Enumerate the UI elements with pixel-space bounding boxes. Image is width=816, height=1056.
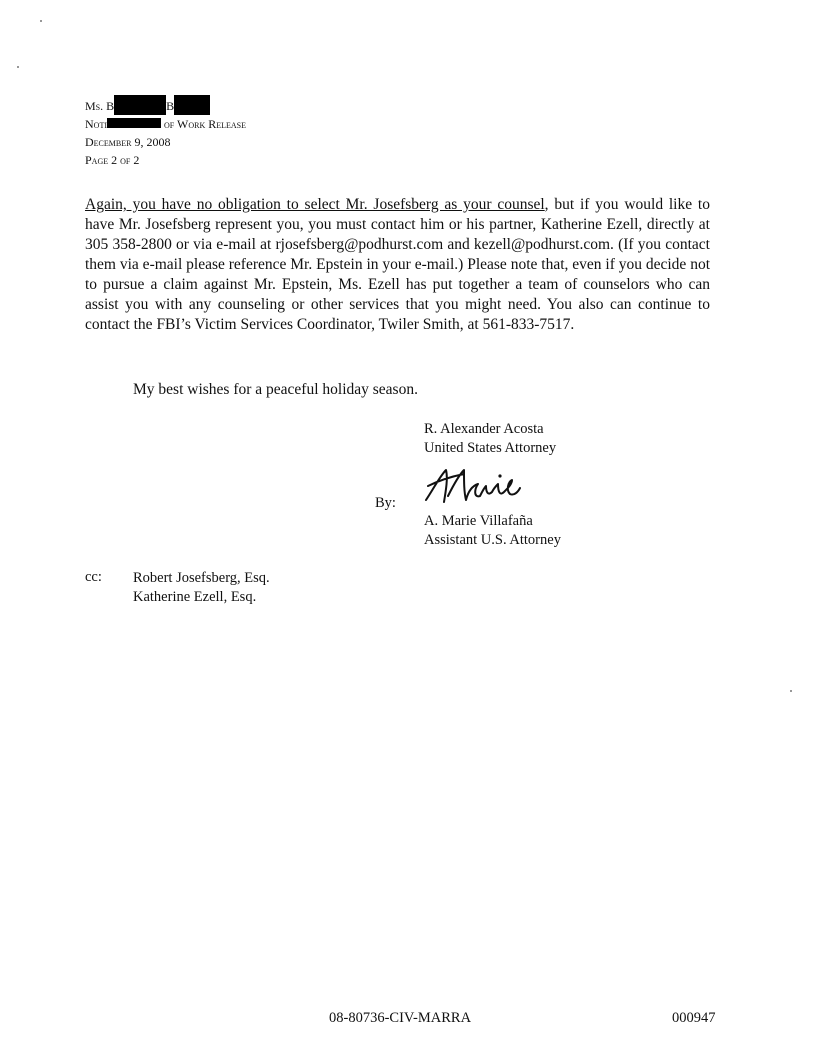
scan-speck	[40, 20, 42, 22]
signer-name: A. Marie Villafaña	[424, 513, 533, 529]
redaction-block	[107, 118, 161, 128]
by-label: By:	[375, 495, 396, 511]
signer-block	[424, 512, 561, 550]
subject-prefix: Noti	[85, 117, 107, 131]
recipient-line	[85, 95, 246, 115]
cc-recipient: Robert Josefsberg, Esq.	[133, 570, 270, 586]
subject-suffix: of Work Release	[164, 117, 247, 131]
scan-speck	[790, 690, 792, 692]
case-number: 08-80736-CIV-MARRA	[329, 1010, 472, 1026]
cc-label: cc:	[85, 569, 102, 585]
cc-list	[133, 569, 270, 607]
bates-number: 000947	[672, 1010, 716, 1026]
handwritten-signature	[420, 462, 525, 508]
redaction-block	[174, 95, 210, 115]
letter-date: December 9, 2008	[85, 135, 171, 149]
sender-title: United States Attorney	[424, 440, 557, 456]
recipient-mid: B	[166, 99, 175, 113]
page-number: Page 2 of 2	[85, 153, 140, 167]
closing-line: My best wishes for a peaceful holiday season.	[133, 381, 418, 398]
cc-recipient: Katherine Ezell, Esq.	[133, 589, 257, 605]
body-paragraph	[85, 195, 710, 335]
body-underlined-text: Again, you have no obligation to select Mr. Josefsberg as your counsel	[85, 196, 545, 213]
scan-speck	[17, 66, 19, 68]
signer-title: Assistant U.S. Attorney	[424, 532, 561, 548]
recipient-prefix: Ms. B	[85, 99, 115, 113]
letter-header	[85, 95, 246, 169]
subject-line	[85, 115, 246, 133]
sender-name: R. Alexander Acosta	[424, 421, 544, 437]
redaction-block	[114, 95, 166, 115]
body-text: , but if you would like to have Mr. Josefsberg represent you, you must contact him or his partner, Katherine Ezell, directly at 305 358-2800 or via e-mail at rjosefsberg@podhurst.com and kezell@podhurst.com. (If you contact them via e-mail please reference Mr. Epstein in your e-mail.) Please note that, even if you decide not to pursue a claim against Mr. Epstein, Ms. Ezell has put together a team of counselors who can assist you with any counseling or other services that you might need. You also can continue to contact the FBI’s Victim Services Coordinator, Twiler Smith, at 561-833-7517.	[85, 196, 710, 333]
sender-block	[424, 420, 556, 458]
